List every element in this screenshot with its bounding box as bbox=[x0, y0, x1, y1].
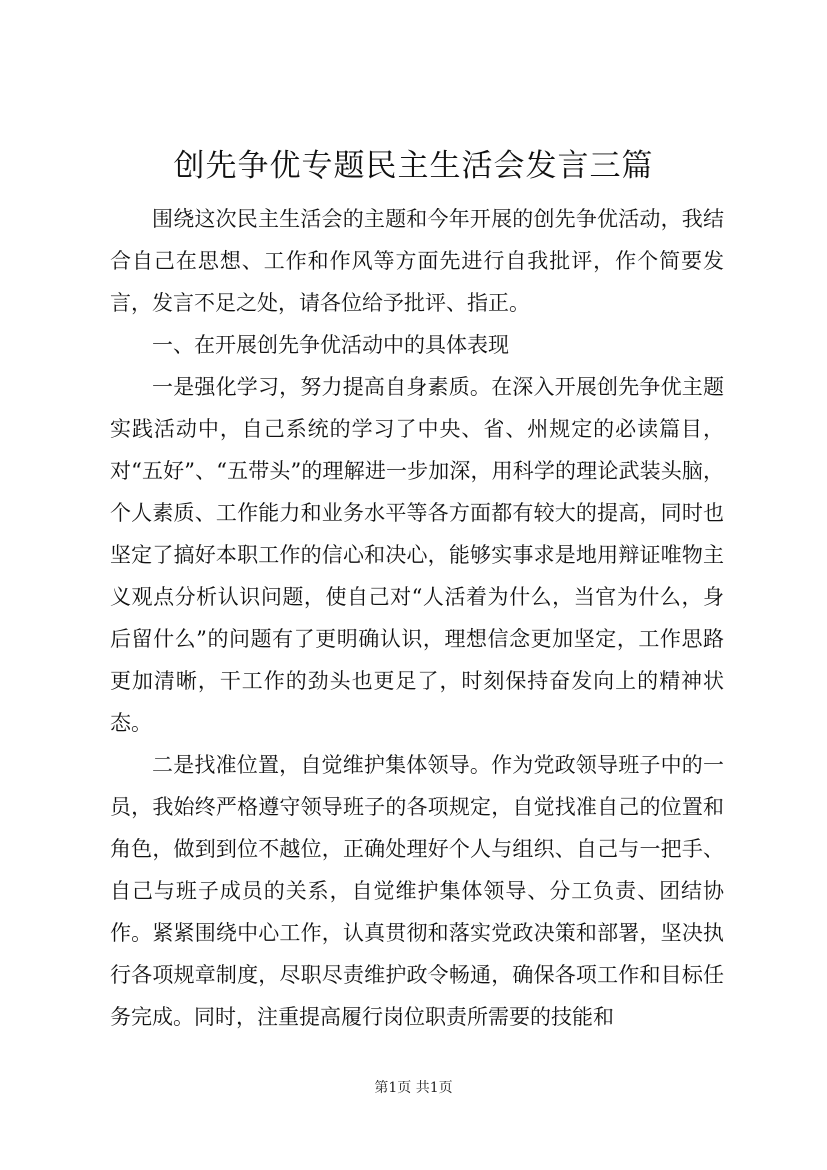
page-footer: 第1页 共1页 bbox=[374, 1080, 453, 1096]
document-title: 创先争优专题民主生活会发言三篇 bbox=[173, 148, 654, 184]
document-body bbox=[110, 198, 724, 1038]
paragraph-position: 二是找准位置，自觉维护集体领导。作为党政领导班子中的一员，我始终严格遵守领导班子的各项规定，自觉找准自己的位置和角色，做到到位不越位，正确处理好个人与组织、自己与一把手、自己与班子成员的关系，自觉维护集体领导、分工负责、团结协作。紧紧围绕中心工作，认真贯彻和落实党政决策和部署，坚决执行各项规章制度，尽职尽责维护政令畅通，确保各项工作和目标任务完成。同时，注重提高履行岗位职责所需要的技能和 bbox=[110, 753, 724, 1029]
paragraph-intro: 围绕这次民主生活会的主题和今年开展的创先争优活动，我结合自己在思想、工作和作风等方面先进行自我批评，作个简要发言，发言不足之处，请各位给予批评、指正。 bbox=[110, 207, 724, 315]
paragraph-study: 一是强化学习，努力提高自身素质。在深入开展创先争优主题实践活动中，自己系统的学习了中央、省、州规定的必读篇目，对“五好”、“五带头”的理解进一步加深，用科学的理论武装头脑，个人素质、工作能力和业务水平等各方面都有较大的提高，同时也坚定了搞好本职工作的信心和决心，能够实事求是地用辩证唯物主义观点分析认识问题，使自己对“人活着为什么，当官为什么，身后留什么”的问题有了更明确认识，理想信念更加坚定，工作思路更加清晰，干工作的劲头也更足了，时刻保持奋发向上的精神状态。 bbox=[110, 375, 724, 735]
section-heading: 一、在开展创先争优活动中的具体表现 bbox=[152, 333, 509, 357]
